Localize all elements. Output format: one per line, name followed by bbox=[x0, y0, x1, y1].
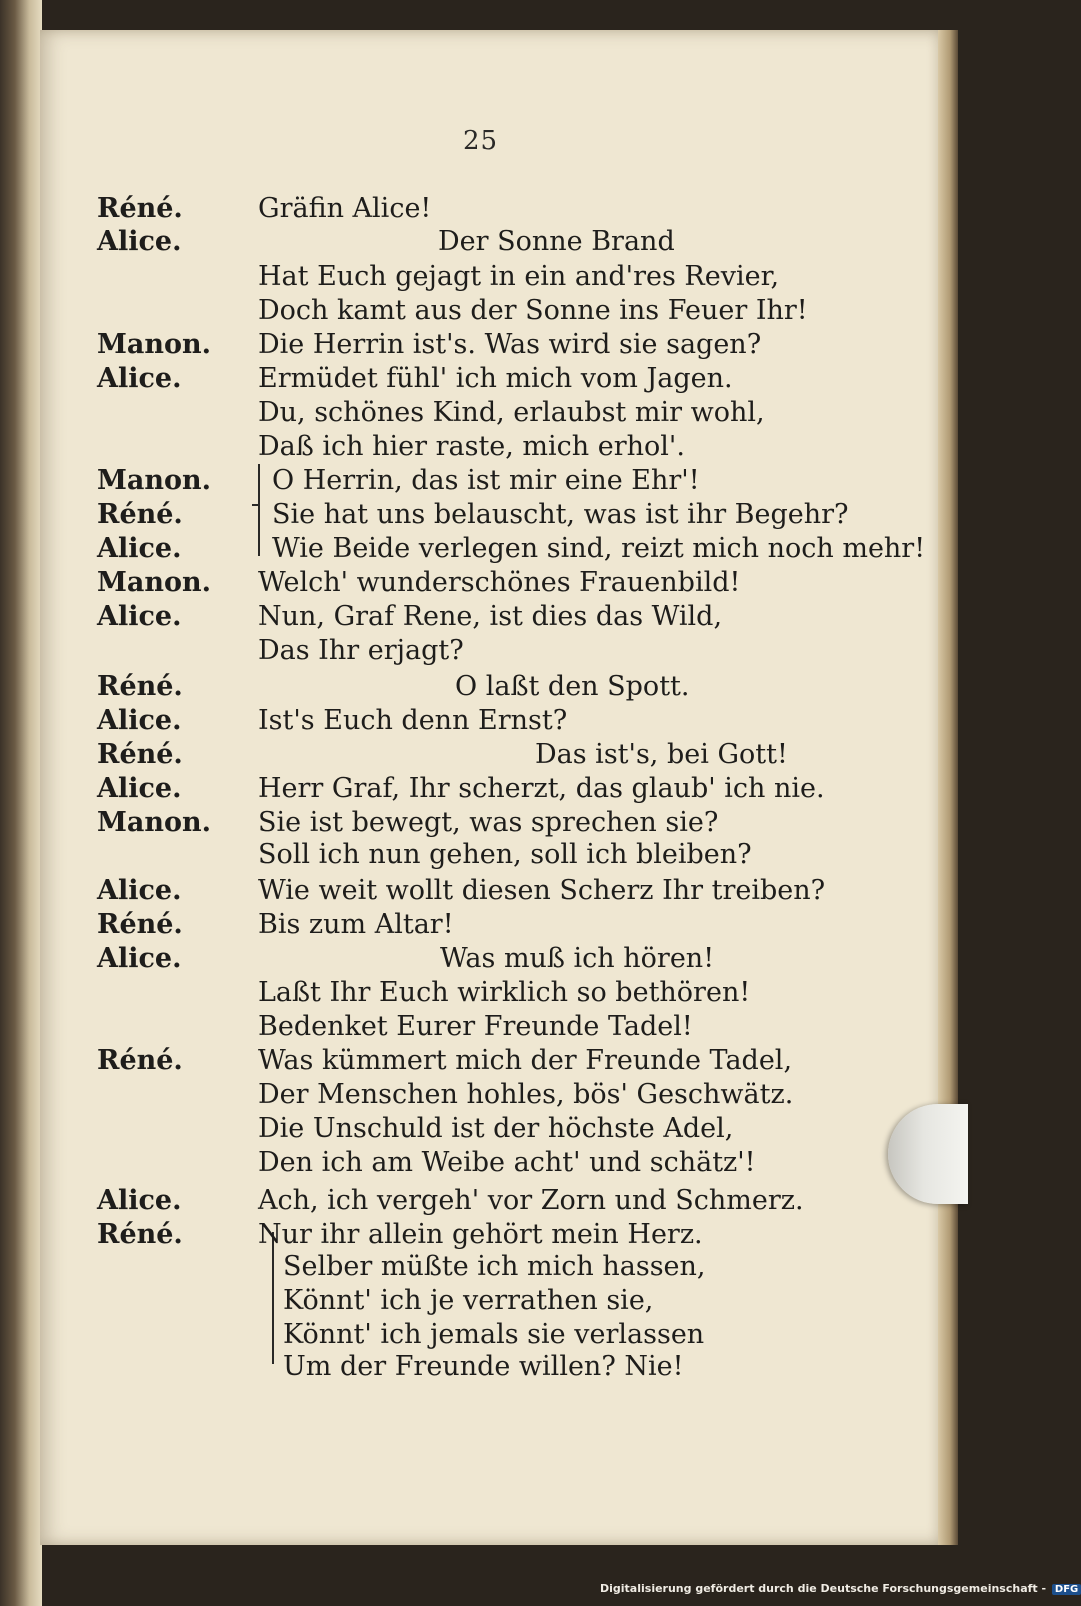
dialogue-line bbox=[0, 908, 940, 942]
dialogue-line bbox=[0, 806, 940, 840]
verse-text: Um der Freunde willen? Nie! bbox=[283, 1351, 684, 1382]
speaker-name: Alice. bbox=[97, 773, 182, 804]
footer-credit-text: Digitalisierung gefördert durch die Deutsche Forschungsgemeinschaft - bbox=[600, 1582, 1047, 1595]
verse-text: Doch kamt aus der Sonne ins Feuer Ihr! bbox=[258, 295, 808, 326]
dialogue-line bbox=[0, 1318, 940, 1352]
page-number: 25 bbox=[463, 126, 499, 156]
verse-text: Du, schönes Kind, erlaubst mir wohl, bbox=[258, 397, 765, 428]
dialogue-line bbox=[0, 396, 940, 430]
speaker-name: Réné. bbox=[97, 1219, 183, 1250]
speaker-name: Alice. bbox=[97, 1185, 182, 1216]
speaker-name: Réné. bbox=[97, 1045, 183, 1076]
speaker-name: Réné. bbox=[97, 499, 183, 530]
verse-text: Herr Graf, Ihr scherzt, das glaub' ich nie. bbox=[258, 773, 825, 804]
verse-text: Welch' wunderschönes Frauenbild! bbox=[258, 567, 741, 598]
verse-text: Was kümmert mich der Freunde Tadel, bbox=[258, 1045, 793, 1076]
dialogue-line bbox=[0, 1218, 940, 1252]
speaker-name: Réné. bbox=[97, 671, 183, 702]
verse-text: Wie weit wollt diesen Scherz Ihr treiben? bbox=[258, 875, 826, 906]
dialogue-line bbox=[0, 670, 940, 704]
verse-text: Ist's Euch denn Ernst? bbox=[258, 705, 568, 736]
dialogue-line bbox=[0, 600, 940, 634]
dialogue-line bbox=[0, 942, 940, 976]
dialogue-line bbox=[0, 738, 940, 772]
dialogue-line bbox=[0, 192, 940, 226]
dialogue-line bbox=[0, 976, 940, 1010]
verse-text: Könnt' ich je verrathen sie, bbox=[283, 1285, 654, 1316]
verse-text: Sie ist bewegt, was sprechen sie? bbox=[258, 807, 719, 838]
verse-text: Der Sonne Brand bbox=[438, 226, 675, 257]
dialogue-line bbox=[0, 1250, 940, 1284]
verse-text: Den ich am Weibe acht' und schätz'! bbox=[258, 1147, 756, 1178]
dialogue-line bbox=[0, 328, 940, 362]
verse-text: Die Herrin ist's. Was wird sie sagen? bbox=[258, 329, 762, 360]
speaker-name: Réné. bbox=[97, 909, 183, 940]
verse-text: Nun, Graf Rene, ist dies das Wild, bbox=[258, 601, 723, 632]
verse-text: Ermüdet fühl' ich mich vom Jagen. bbox=[258, 363, 733, 394]
dialogue-line bbox=[0, 498, 940, 532]
speaker-name: Alice. bbox=[97, 943, 182, 974]
verse-text: Laßt Ihr Euch wirklich so bethören! bbox=[258, 977, 751, 1008]
dialogue-line bbox=[0, 874, 940, 908]
verse-text: Ach, ich vergeh' vor Zorn und Schmerz. bbox=[258, 1185, 804, 1216]
verse-text: Wie Beide verlegen sind, reizt mich noch mehr! bbox=[272, 533, 926, 564]
verse-text: Der Menschen hohles, bös' Geschwätz. bbox=[258, 1079, 794, 1110]
speaker-name: Réné. bbox=[97, 193, 183, 224]
dialogue-line bbox=[0, 225, 940, 259]
dialogue-line bbox=[0, 1350, 940, 1384]
speaker-name: Manon. bbox=[97, 567, 212, 598]
dialogue-line bbox=[0, 1146, 940, 1180]
dialogue-line bbox=[0, 566, 940, 600]
footer-credit bbox=[600, 1582, 1081, 1602]
verse-text: Sie hat uns belauscht, was ist ihr Begehr? bbox=[272, 499, 849, 530]
dialogue-line bbox=[0, 634, 940, 668]
verse-text: Bis zum Altar! bbox=[258, 909, 454, 940]
dialogue-line bbox=[0, 362, 940, 396]
verse-text: Das ist's, bei Gott! bbox=[535, 739, 788, 770]
verse-text: Bedenket Eurer Freunde Tadel! bbox=[258, 1011, 693, 1042]
speaker-name: Alice. bbox=[97, 705, 182, 736]
page-edge bbox=[938, 30, 958, 1545]
speaker-name: Manon. bbox=[97, 329, 212, 360]
speaker-name: Réné. bbox=[97, 739, 183, 770]
dialogue-line bbox=[0, 294, 940, 328]
verse-text: Hat Euch gejagt in ein and'res Revier, bbox=[258, 261, 780, 292]
dialogue-line bbox=[0, 1284, 940, 1318]
verse-text: Das Ihr erjagt? bbox=[258, 635, 464, 666]
dialogue-line bbox=[0, 430, 940, 464]
dialogue-line bbox=[0, 704, 940, 738]
speaker-name: Alice. bbox=[97, 363, 182, 394]
verse-text: Könnt' ich jemals sie verlassen bbox=[283, 1319, 705, 1350]
verse-text: O laßt den Spott. bbox=[455, 671, 690, 702]
dialogue-line bbox=[0, 464, 940, 498]
dialogue-line bbox=[0, 838, 940, 872]
dialogue-line bbox=[0, 1078, 940, 1112]
speaker-name: Alice. bbox=[97, 601, 182, 632]
dialogue-line bbox=[0, 1010, 940, 1044]
verse-text: Nur ihr allein gehört mein Herz. bbox=[258, 1219, 703, 1250]
dialogue-line bbox=[0, 260, 940, 294]
verse-text: Soll ich nun gehen, soll ich bleiben? bbox=[258, 839, 752, 870]
speaker-name: Alice. bbox=[97, 875, 182, 906]
verse-text: Daß ich hier raste, mich erhol'. bbox=[258, 431, 685, 462]
speaker-name: Alice. bbox=[97, 226, 182, 257]
speaker-name: Manon. bbox=[97, 465, 212, 496]
speaker-name: Alice. bbox=[97, 533, 182, 564]
verse-text: Was muß ich hören! bbox=[440, 943, 715, 974]
dfg-logo: DFG bbox=[1052, 1584, 1081, 1595]
dialogue-line bbox=[0, 772, 940, 806]
dialogue-line bbox=[0, 532, 940, 566]
speaker-name: Manon. bbox=[97, 807, 212, 838]
dialogue-line bbox=[0, 1044, 940, 1078]
verse-text: Die Unschuld ist der höchste Adel, bbox=[258, 1113, 734, 1144]
dialogue-line bbox=[0, 1112, 940, 1146]
dialogue-line bbox=[0, 1184, 940, 1218]
verse-text: Gräfin Alice! bbox=[258, 193, 432, 224]
verse-text: O Herrin, das ist mir eine Ehr'! bbox=[272, 465, 700, 496]
verse-text: Selber müßte ich mich hassen, bbox=[283, 1251, 706, 1282]
